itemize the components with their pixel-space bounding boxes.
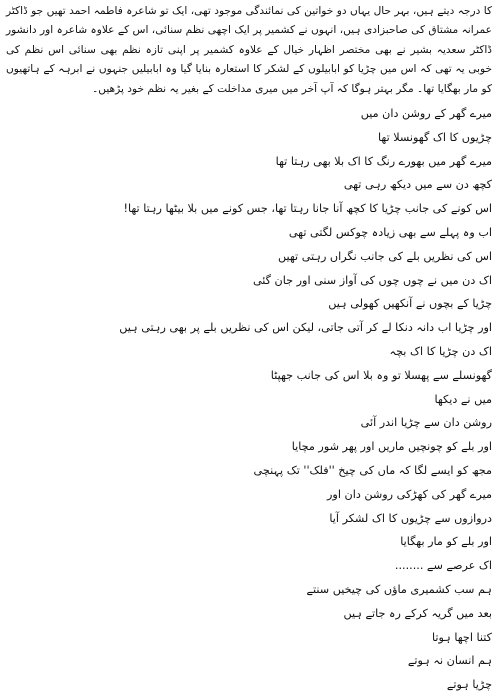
- poem-line: گھونسلے سے پھسلا تو وہ بلا اس کی جانب جھپٹا: [270, 368, 492, 382]
- poem-line: مجھ کو ایسے لگا کہ ماں کی چیخ ''فلک'' تک پہنچی: [253, 463, 492, 477]
- poem-line: میرے گھر کے روشن دان میں: [360, 107, 492, 121]
- poem-line: کتنا اچھا ہوتا: [431, 630, 492, 644]
- poem-line: چڑیوں کا اک گھونسلا تھا: [378, 130, 492, 144]
- poem-line: ہم سب کشمیری ماؤں کی چیخیں سنتے: [306, 582, 492, 596]
- poem-line: دروازوں سے چڑیوں کا اک لشکر آیا: [329, 511, 492, 525]
- poem-line: میرے گھر میں بھورے رنگ کا اک بلا بھی رہتا تھا: [275, 154, 492, 168]
- poem-line: اس کی نظریں بلے کی جانب نگراں رہتی تھیں: [277, 249, 492, 263]
- poem-line: روشن دان سے چڑیا اندر آئی: [360, 416, 492, 430]
- poem-line: بعد میں گریہ کرکے رہ جاتے ہیں: [343, 606, 492, 620]
- poem-line: اور بلے کو چونچیں ماریں اور پھر شور مچایا: [291, 440, 492, 454]
- poem-line: میرے گھر کی کھڑکی روشن دان اور: [327, 487, 492, 501]
- poem-line: ہم انسان نہ ہوتے: [407, 654, 492, 668]
- poem: [6, 102, 492, 697]
- poem-line: چڑیا ہوتے: [446, 678, 492, 692]
- poem-line: اب وہ پہلے سے بھی زیادہ چوکس لگتی تھی: [288, 226, 492, 240]
- intro-line: ہیں، انہوں نے کشمیر پر ایک اچھی نظم سنائی، اس کے علاوہ شاعرہ اور دانشور ڈاکٹر سعدیہ بشیر نے بھی مختصر اظہار خیال کے علاوہ کشمیر پر اپنی: [6, 24, 493, 56]
- poem-line: اک دن میں نے چوں چوں کی آواز سنی اور جان گئی: [252, 273, 492, 287]
- intro-line: تازہ نظم بھی سنائی اس نظم کی خوبی یہ تھی کہ اس میں چڑیا کو ابابیلوں کے لشکر کا استعارہ بنایا گیا وہ ابابیلیں جنہوں نے ابرہہ کے ہاتھیوں کو مار: [6, 43, 492, 95]
- poem-line: اور چڑیا اب دانہ دنکا لے کر آتی جاتی، لیکن اس کی نظریں بلے پر بھی رہتی ہیں: [119, 321, 492, 335]
- poem-line: چڑیا کے بچوں نے آنکھیں کھولی ہیں: [328, 297, 492, 311]
- intro-line: کا درجہ دیتے ہیں، بہر حال یہاں دو خواتین کی نمائندگی موجود تھی، ایک تو شاعرہ فاطمہ احمد تھیں جو ڈاکٹر عمرانہ مشتاق کی صاحبزادی: [6, 5, 492, 37]
- poem-line: اور بلے کو مار بھگایا: [400, 535, 492, 549]
- poem-line: میں نے دیکھا: [434, 392, 492, 406]
- poem-line: اس کونے کی جانب چڑیا کا کچھ آنا جانا رہتا تھا، جس کونے میں بلا بیٹھا رہتا تھا!: [123, 202, 492, 216]
- poem-line: اک دن چڑیا کا اک بچہ: [389, 345, 492, 358]
- poem-line: کچھ دن سے میں دیکھ رہی تھی: [343, 178, 492, 192]
- poem-line: اک عرصے سے ........: [394, 559, 492, 573]
- intro-line: بھگایا تھا۔ مگر بہتر ہوگا کہ آپ آخر میں میری مداخلت کے بغیر یہ نظم خود پڑھیں۔: [92, 82, 461, 95]
- intro-paragraph: [6, 2, 492, 99]
